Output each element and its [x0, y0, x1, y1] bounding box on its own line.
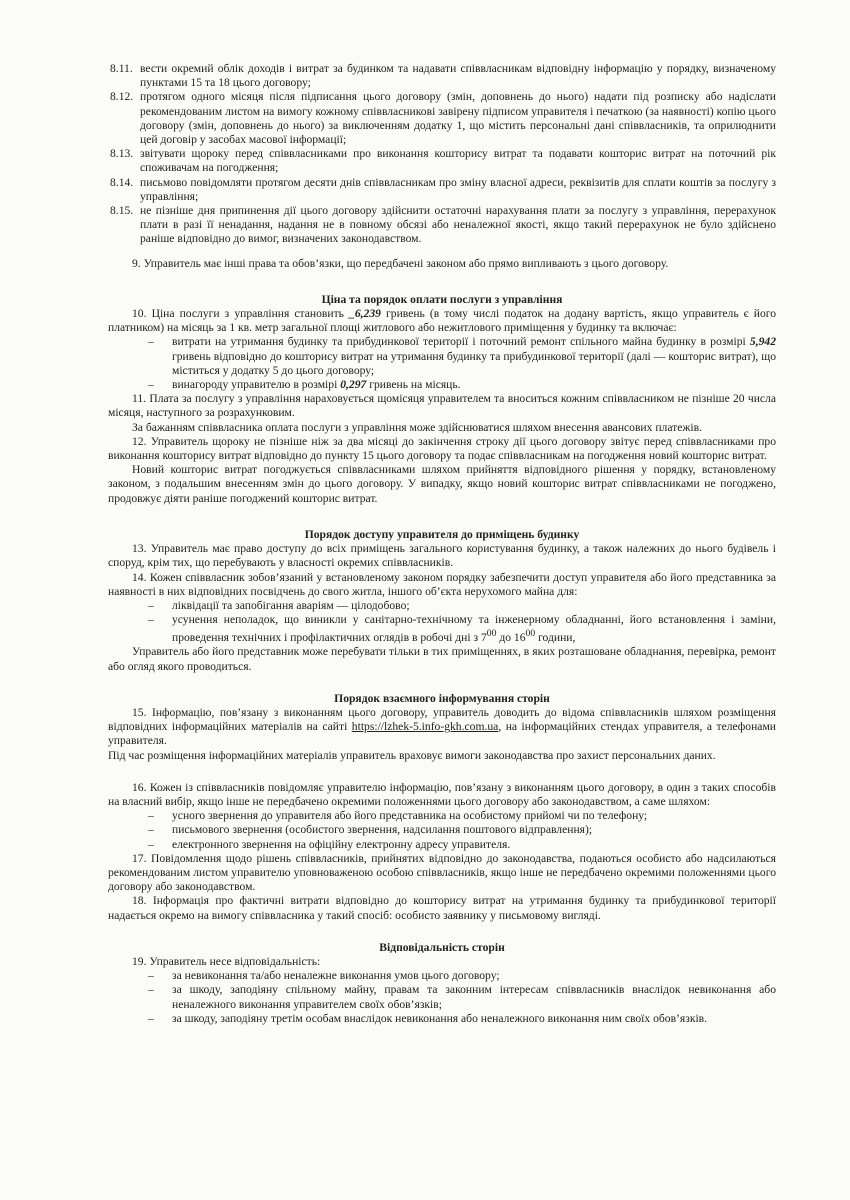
clause-14-item-1 — [148, 599, 776, 613]
clause-17: 17. Повідомлення щодо рішень співвласників, прийнятих відповідно до законодавства, подаються особисто або надсилаються рекомендованим листом управителю уповноваженою особою співвласників, якщо інше не передбачено окремими положеннями цього договору або законодавством. — [108, 851, 776, 894]
clause-text: не пізніше дня припинення дії цього договору здійснити остаточні нарахування плати за послугу з управління, перерахунок плати в разі її ненадання, надання не в повному обсязі або неналежної якості, якщо такий перерахунок не було здійснено раніше відповідно до вимог, визначених законодавством. — [140, 204, 776, 246]
clause-18: 18. Інформація про фактичні витрати відповідно до кошторису витрат на утримання будинку та прибудинкової території надається окремо на вимогу співвласника у такий спосіб: особисто заявнику у письмовому вигляді. — [108, 894, 776, 922]
clause-13: 13. Управитель має право доступу до всіх приміщень загального користування будинку, а також належних до нього будівель і споруд, крім тих, що перебувають у власності окремих співвласників. — [108, 542, 776, 570]
clause-10 — [108, 307, 776, 335]
dash-mark: – — [148, 809, 154, 823]
clause-text: письмово повідомляти протягом десяти днів співвласникам про зміну власної адреси, реквізитів для сплати коштів за послугу з управління; — [140, 175, 776, 203]
clause-text: протягом одного місяця після підписання цього договору (змін, доповнень до нього) надати під розписку або надіслати рекомендованим листом на вимогу кожному співвласникові завірену підписом управителя і печаткою (за наявності) копію цього договору (змін, доповнень до нього) за виключенням додатку 1, що містить персональні дані співвласників, та оприлюднити цей договір у засобах масової інформації; — [140, 90, 776, 147]
dash-mark: – — [148, 613, 154, 627]
dash-mark: – — [148, 598, 154, 612]
clause-text: вести окремий облік доходів і витрат за будинком та надавати співвласникам відповідну інформацію у порядку, визначеному пунктами 15 та 18 цього договору; — [140, 62, 776, 90]
clause-8-12 — [110, 90, 776, 147]
dash-mark: – — [148, 335, 154, 349]
maintenance-cost-value: 5,942 — [749, 335, 777, 349]
clause-19-item-1 — [148, 969, 776, 983]
clause-19: 19. Управитель несе відповідальність: — [132, 955, 321, 969]
item-text: витрати на утримання будинку та прибудинкової території і поточний ремонт спільного майна будинку в розмірі 5,942 гривень відповідно до кошторису витрат на утримання будинку та прибудинкової території (далі — кошторис витрат), що міститься у додатку 5 до цього договору; — [172, 335, 777, 377]
clause-10-text-b: гривень (в тому числі податок на додану вартість, якщо управитель є його платником) на місяць за 1 кв. метр загальної площі житлового або нежитлового приміщення у будинку та включає: — [108, 307, 777, 335]
item-text: письмового звернення (особистого звернення, надсилання поштового відправлення); — [172, 823, 593, 837]
clause-8-14 — [110, 176, 776, 204]
item-text: електронного звернення на офіційну електронну адресу управителя. — [172, 837, 511, 851]
clause-8-13 — [110, 147, 776, 175]
section-heading-price: Ціна та порядок оплати послуги з управління — [321, 292, 563, 306]
clause-16: 16. Кожен із співвласників повідомляє управителю інформацію, пов’язану з виконанням цього договору, в один з таких способів на власний вибір, якщо інше не передбачено окремими положеннями цього договору або законодавством, а саме шляхом: — [108, 780, 776, 808]
section-heading-access: Порядок доступу управителя до приміщень будинку — [304, 527, 580, 541]
clause-14-note: Управитель або його представник може перебувати тільки в тих приміщеннях, в яких розташоване обладнання, перевірка, ремонт або огляд якого проводиться. — [108, 645, 776, 673]
clause-16-item-3 — [148, 838, 776, 852]
clause-19-item-3 — [148, 1012, 776, 1026]
item-text: за невиконання та/або неналежне виконання умов цього договору; — [172, 969, 500, 983]
clause-15: 15. Інформацію, пов’язану з виконанням цього договору, управитель доводить до відома співвласників шляхом розміщення відповідних інформаційних матеріалів на сайті https://lzhek-5.info-gkh.com.ua, на інформаційних стендах управителя, а телефонами управителя. — [108, 705, 776, 748]
clause-number: 8.11. — [110, 62, 133, 75]
item-text: за шкоду, заподіяну спільному майну, правам та законним інтересам співвласників внаслідок невиконання або неналежного виконання управителем своїх обов’язків; — [172, 983, 776, 1011]
dash-mark: – — [148, 983, 154, 997]
dash-mark: – — [148, 837, 154, 851]
section-heading-info: Порядок взаємного інформування сторін — [334, 691, 550, 705]
clause-14-item-2 — [148, 613, 776, 645]
item-text: винагороду управителю в розмірі 0,297 гривень на місяць. — [172, 378, 461, 392]
clause-11: 11. Плата за послугу з управління нараховується щомісяця управителем та вноситься кожним співвласником не пізніше 20 числа місяця, наступного за розрахунковим. — [108, 392, 776, 420]
dash-mark: – — [148, 378, 154, 392]
dash-mark: – — [148, 823, 154, 837]
item-text: усунення неполадок, що виникли у санітарно-технічному та інженерному обладнанні, його встановлення і заміни, проведення технічних і профілактичних оглядів в робочі дні з $7^{00}$ до $16^{00}$ години, — [172, 613, 776, 645]
clause-16-item-1 — [148, 809, 776, 823]
clause-12: 12. Управитель щороку не пізніше ніж за два місяці до закінчення строку дії цього договору звітує перед співвласниками про виконання кошторису витрат відповідно до пункту 15 цього договору та подає співвласникам на погодження новий кошторис витрат. — [108, 434, 776, 463]
clause-11-note: За бажанням співвласника оплата послуги з управління може здійснюватися шляхом внесення авансових платежів. — [132, 420, 702, 434]
item-text: усного звернення до управителя або його представника на особистому прийомі чи по телефону; — [172, 809, 648, 823]
clause-number: 8.14. — [110, 175, 134, 189]
clause-16-item-2 — [148, 823, 776, 837]
section-heading-responsibility: Відповідальність сторін — [379, 940, 505, 954]
website-link[interactable]: https://lzhek-5.info-gkh.com.ua — [351, 720, 499, 734]
clause-8-15 — [110, 204, 776, 247]
clause-14: 14. Кожен співвласник зобов’язаний у встановленому законом порядку забезпечити доступ управителя або його представника за наявності в них відповідних посвідчень до свого житла, іншого об’єкта нерухомого майна для: — [108, 570, 776, 598]
clause-10-item-2 — [148, 378, 776, 392]
clause-12-note: Новий кошторис витрат погоджується співвласниками шляхом прийняття відповідного рішення у порядку, встановленому законом, з подальшим внесенням змін до цього договору. У випадку, якщо новий кошторис витрат співвласниками не погоджено, продовжує діяти раніше погоджений кошторис витрат. — [108, 463, 776, 505]
dash-mark: – — [148, 1011, 154, 1025]
clause-10-text-a: 10. Ціна послуги з управління становить — [132, 307, 344, 321]
dash-mark: – — [148, 969, 154, 983]
clause-15-note: Під час розміщення інформаційних матеріалів управитель враховує вимоги законодавства про захист персональних даних. — [108, 748, 716, 762]
price-value: _6,239 — [349, 307, 381, 321]
item-text: ліквідації та запобігання аваріям — цілодобово; — [172, 598, 410, 612]
clause-9: 9. Управитель має інші права та обов’язки, що передбачені законом або прямо випливають з цього договору. — [132, 256, 669, 270]
item-text: за шкоду, заподіяну третім особам внаслідок невиконання або неналежного виконання ним своїх обов’язків. — [172, 1011, 708, 1025]
clause-19-item-2 — [148, 983, 776, 1011]
clause-8-11 — [110, 62, 776, 90]
clause-number: 8.15. — [110, 204, 134, 218]
clause-number: 8.12. — [110, 90, 134, 104]
clause-10-item-1 — [148, 335, 776, 378]
clause-text: звітувати щороку перед співвласниками про виконання кошторису витрат та подавати кошторис витрат на поточний рік споживачам на погодження; — [140, 147, 776, 175]
clause-number: 8.13. — [110, 147, 134, 161]
reward-value: 0,297 — [340, 378, 367, 392]
